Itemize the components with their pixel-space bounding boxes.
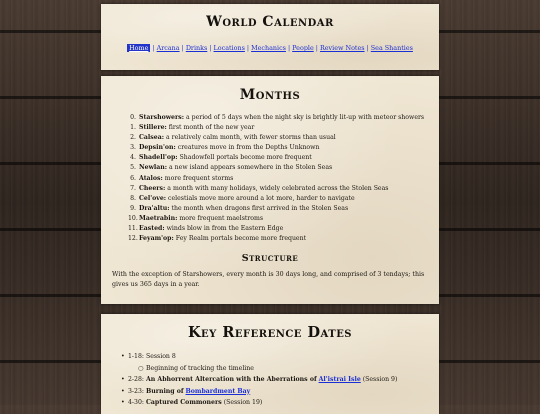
key-date-item <box>121 351 439 363</box>
key-date-session: (Session 9) <box>362 376 398 383</box>
month-description: a new island appears somewhere in the Stolen Seas <box>169 164 333 172</box>
month-name: Maetrabin: <box>139 214 178 222</box>
month-name: Atalos: <box>139 174 163 182</box>
month-name: Depsin'on: <box>139 144 176 152</box>
months-list <box>101 113 439 244</box>
month-item <box>128 143 439 153</box>
month-description: a relatively calm month, with fewer storms than usual <box>165 134 336 142</box>
month-item <box>128 234 439 244</box>
month-name: Starshowers: <box>139 114 184 121</box>
month-description: celestials move more around a lot more, harder to navigate <box>168 194 355 202</box>
month-item <box>128 113 439 123</box>
key-date-item <box>121 397 439 409</box>
key-date-text: Session 8 <box>145 353 176 360</box>
nav-link-mechanics[interactable]: Mechanics <box>251 44 286 52</box>
bullet-icon: • <box>121 353 125 360</box>
key-date-item <box>121 386 439 398</box>
nav-link-home[interactable]: Home <box>129 44 149 52</box>
nav-separator: | <box>313 44 320 52</box>
month-item <box>128 153 439 163</box>
month-name: Cel'ove: <box>139 194 167 202</box>
month-description: more frequent storms <box>164 174 234 182</box>
key-date-event: Burning of <box>145 387 184 395</box>
month-description: creatures move in from the Depths Unknown <box>177 144 320 152</box>
bullet-icon: • <box>121 399 125 406</box>
key-date-event: Captured Commoners <box>145 399 222 406</box>
key-date-subitem <box>128 363 439 375</box>
key-date-date: 1-18: <box>128 353 144 360</box>
month-description: a month with many holidays, widely celebrated across the Stolen Seas <box>167 184 389 192</box>
month-description: the month when dragons first arrived in the Stolen Seas <box>171 204 349 212</box>
month-description: Fey Realm portals become more frequent <box>175 235 307 243</box>
month-item <box>128 224 439 234</box>
month-name: Newlan: <box>139 164 168 172</box>
month-number: 9. <box>130 204 136 212</box>
key-date-session: (Session 19) <box>223 399 263 406</box>
month-number: 11. <box>128 225 138 233</box>
key-date-date: 4-30: <box>128 399 144 406</box>
month-description: more frequent maelstroms <box>179 214 264 222</box>
months-panel <box>101 76 439 304</box>
key-date-location-link[interactable]: Bombardment Bay <box>185 387 251 395</box>
circle-bullet-icon: ○ <box>138 364 144 372</box>
nav-link-drinks[interactable]: Drinks <box>185 44 208 52</box>
month-name: Easted: <box>139 225 165 233</box>
key-date-date: 3-23: <box>128 387 144 395</box>
header-panel <box>101 4 439 70</box>
nav-separator: | <box>179 44 186 52</box>
structure-text: With the exception of Starshowers, every month is 30 days long, and comprised of 3 tendays; this gives us 365 days in a year. <box>112 271 425 289</box>
month-number: 2. <box>130 134 136 142</box>
month-item <box>128 214 439 224</box>
month-number: 4. <box>130 154 136 162</box>
site-title: World Calendar <box>206 14 334 30</box>
nav-separator: | <box>207 44 214 52</box>
month-description: first month of the new year <box>168 124 255 132</box>
month-item <box>128 133 439 143</box>
bullet-icon: • <box>121 376 125 383</box>
month-number: 8. <box>130 194 136 202</box>
nav-separator: | <box>244 44 252 52</box>
key-date-subtext: Beginning of tracking the timeline <box>146 364 254 372</box>
nav-link-people[interactable]: People <box>292 44 314 52</box>
month-number: 3. <box>130 144 136 152</box>
nav-bar <box>101 44 439 52</box>
key-date-event: An Abhorrent Altercation with the Aberrations of <box>145 376 317 383</box>
key-date-item <box>121 374 439 386</box>
month-item <box>128 184 439 194</box>
key-date-date: 2-28: <box>128 376 144 383</box>
key-date-location-link[interactable]: Al'istrai Isle <box>318 376 361 383</box>
month-item <box>128 174 439 184</box>
nav-separator: | <box>285 44 293 52</box>
structure-heading: Structure <box>241 253 299 265</box>
key-dates-list <box>101 351 439 409</box>
month-number: 7. <box>130 184 136 192</box>
month-item <box>128 194 439 204</box>
key-dates-panel <box>101 314 439 414</box>
month-number: 10. <box>128 214 138 222</box>
month-number: 1. <box>130 124 136 132</box>
month-name: Cheers: <box>139 184 166 192</box>
bullet-icon: • <box>121 387 125 395</box>
month-number: 0. <box>130 114 136 121</box>
month-number: 12. <box>128 235 138 243</box>
key-dates-heading: Key Reference Dates <box>187 324 353 341</box>
month-name: Dra'altu: <box>139 204 170 212</box>
month-number: 5. <box>130 164 136 172</box>
month-name: Stillere: <box>139 124 167 132</box>
month-description: winds blow in from the Eastern Edge <box>166 225 284 233</box>
month-name: Feyam'op: <box>139 235 174 243</box>
nav-link-locations[interactable]: Locations <box>213 44 245 52</box>
month-name: Calsea: <box>139 134 164 142</box>
month-number: 6. <box>130 174 136 182</box>
nav-link-sea-shanties[interactable]: Sea Shanties <box>370 44 413 52</box>
nav-link-arcana[interactable]: Arcana <box>156 44 180 52</box>
month-item <box>128 123 439 133</box>
month-item <box>128 204 439 214</box>
month-description: a period of 5 days when the night sky is brightly lit-up with meteor showers <box>185 114 425 121</box>
nav-separator: | <box>150 44 157 52</box>
months-heading: Months <box>239 87 301 103</box>
month-name: Shadell'op: <box>139 154 178 162</box>
nav-link-review-notes[interactable]: Review Notes <box>319 44 365 52</box>
nav-separator: | <box>364 44 371 52</box>
month-item <box>128 163 439 173</box>
month-description: Shadowfell portals become more frequent <box>179 154 312 162</box>
